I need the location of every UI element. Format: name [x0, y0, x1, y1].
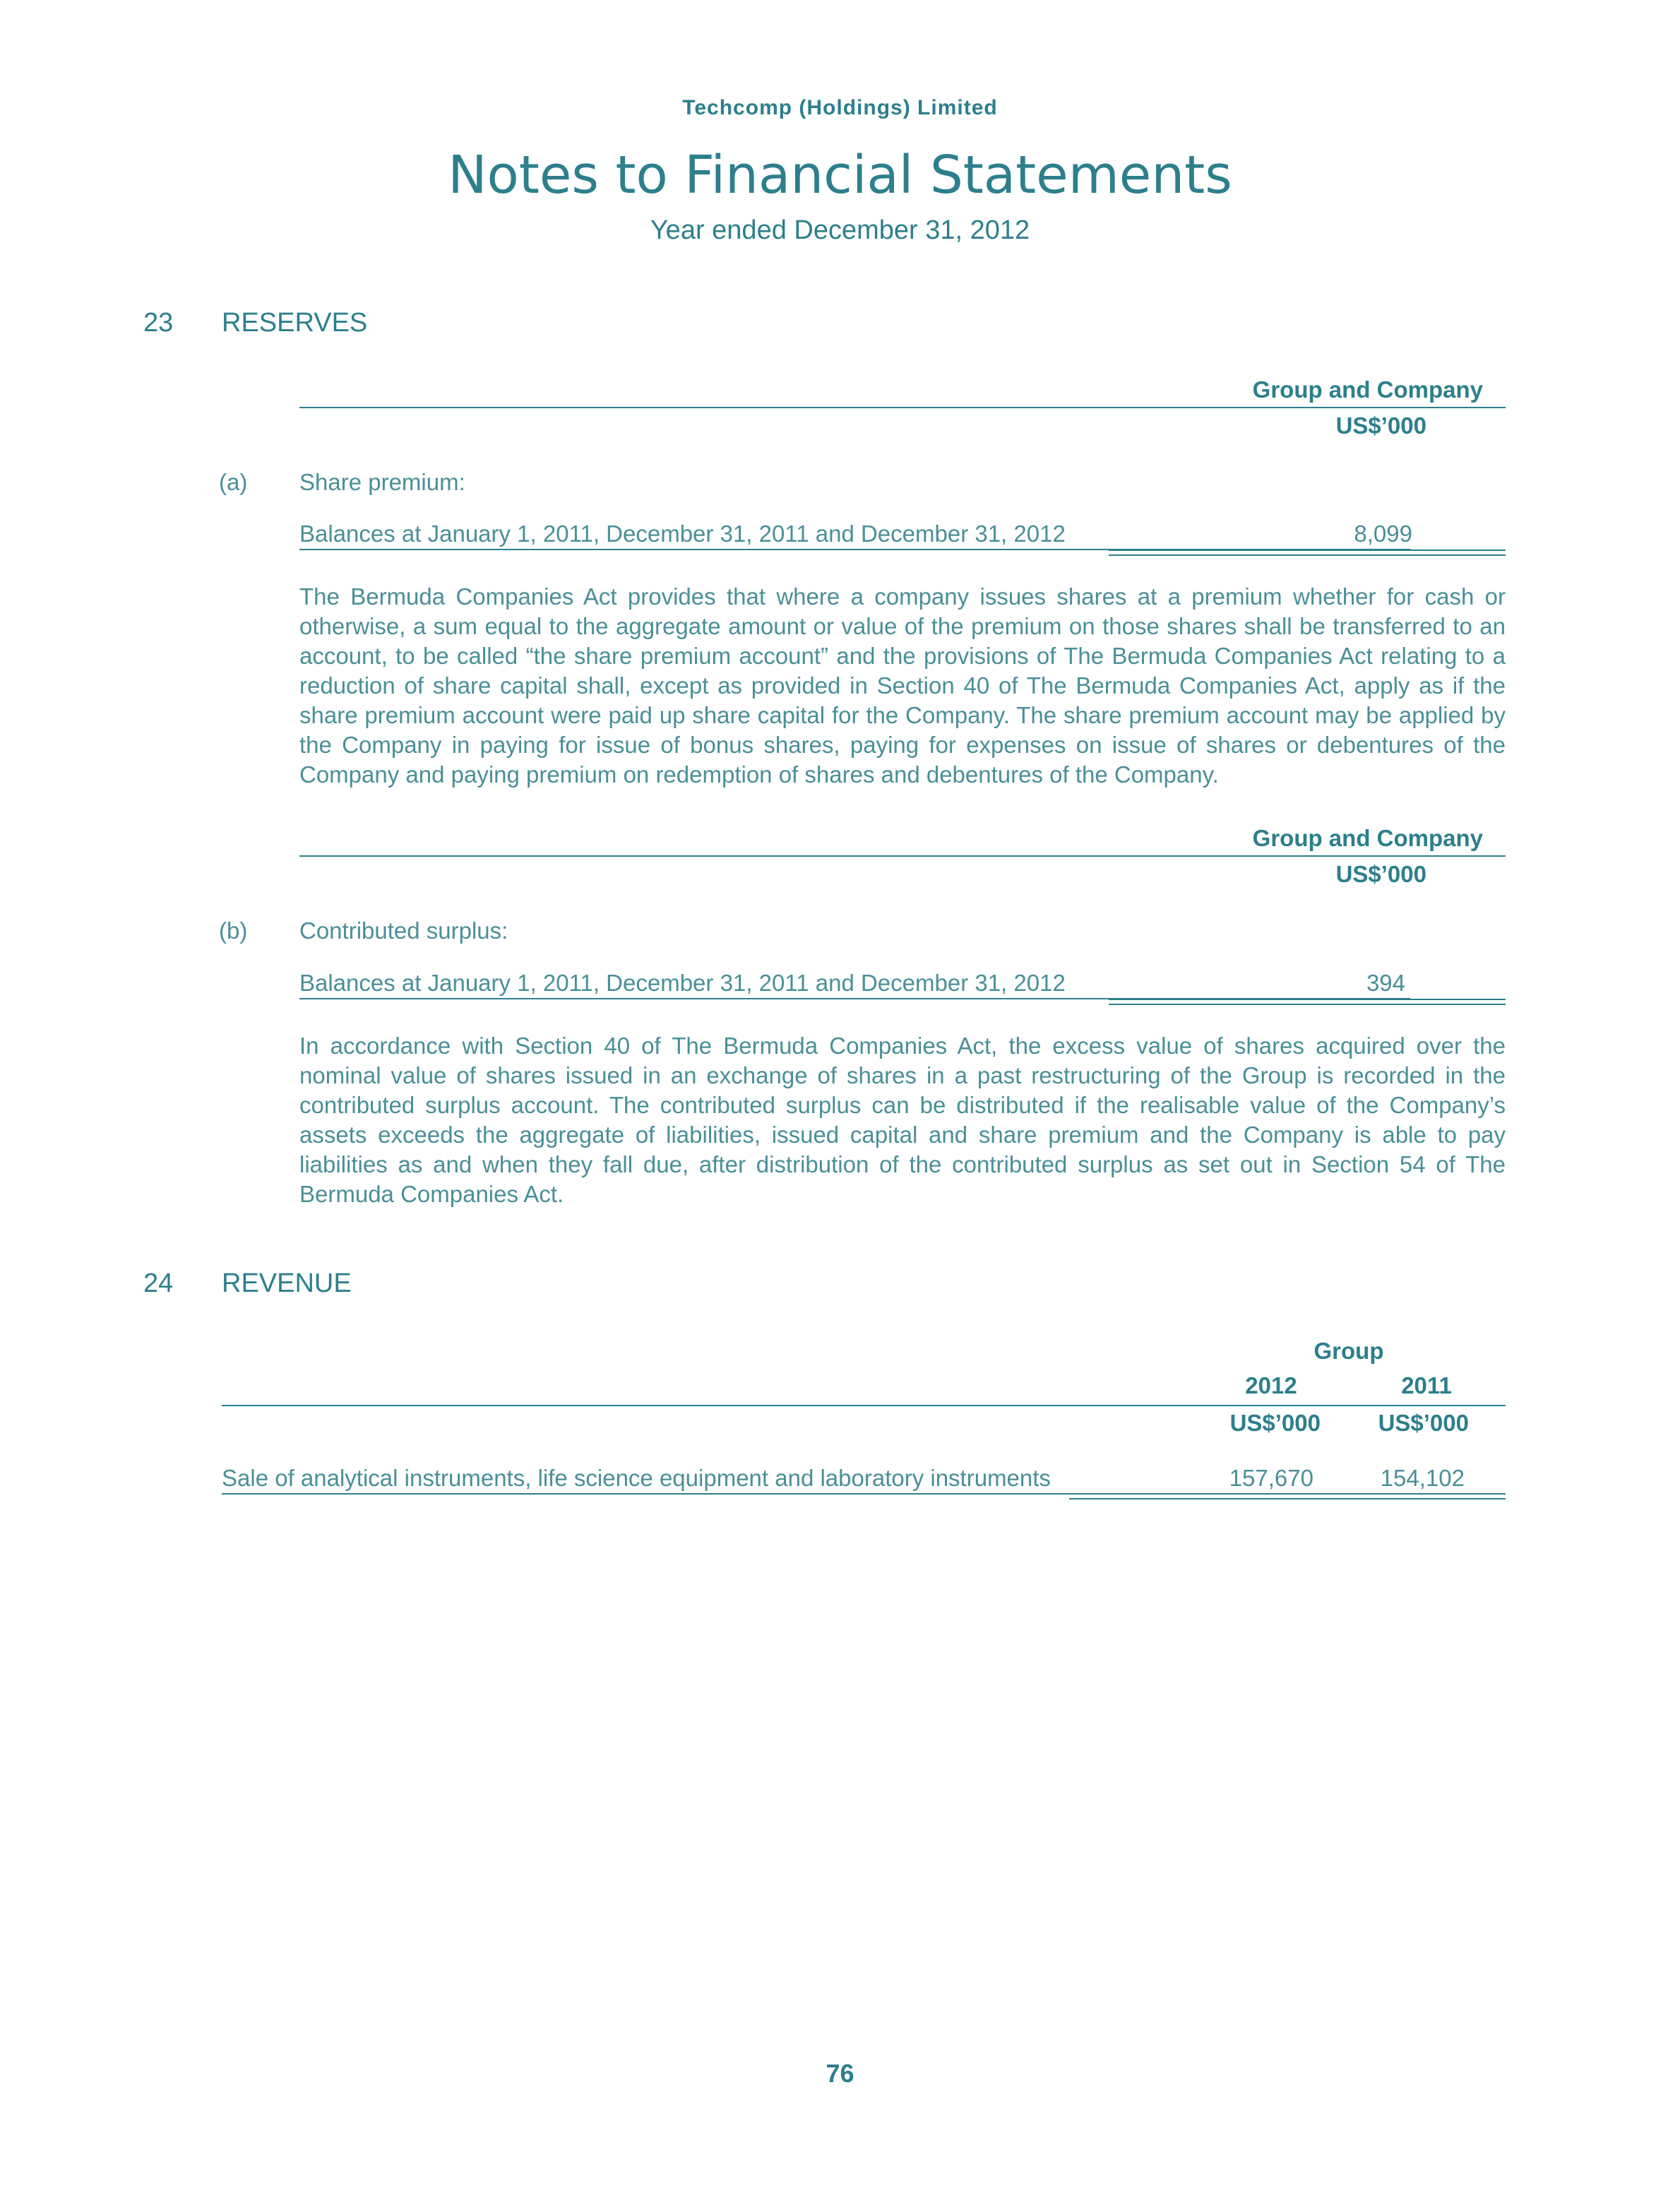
balance-row-value: 394	[1366, 970, 1405, 996]
balance-row-label: Balances at January 1, 2011, December 31, 2011 and December 31, 2012	[299, 521, 1066, 547]
revenue-value-2012: 157,670	[1229, 1465, 1313, 1491]
unit-label-2012: US$’000	[1229, 1410, 1321, 1436]
section-number: 23	[143, 308, 174, 338]
company-name: Techcomp (Holdings) Limited	[682, 96, 998, 119]
section-number: 24	[143, 1269, 174, 1298]
balance-row-value: 8,099	[1354, 521, 1412, 547]
page-number: 76	[826, 2059, 854, 2088]
group-header: Group	[1313, 1338, 1384, 1364]
header-rule	[222, 1405, 1506, 1406]
year-header-2011: 2011	[1401, 1372, 1452, 1398]
revenue-row-label: Sale of analytical instruments, life science equipment and laboratory instruments	[222, 1465, 1051, 1491]
revenue-value-2011: 154,102	[1380, 1465, 1465, 1491]
header-rule	[299, 407, 1506, 408]
total-double-rule	[1109, 550, 1506, 556]
section-title: RESERVES	[222, 308, 368, 338]
page-subtitle: Year ended December 31, 2012	[650, 215, 1030, 245]
year-header-2012: 2012	[1245, 1372, 1297, 1398]
unit-label: US$’000	[1335, 412, 1426, 439]
balance-row-label: Balances at January 1, 2011, December 31, 2011 and December 31, 2012	[299, 970, 1066, 996]
row-underline	[222, 1493, 1069, 1495]
column-header: Group and Company	[1252, 825, 1483, 851]
total-double-rule	[1109, 999, 1506, 1005]
share-premium-paragraph: The Bermuda Companies Act provides that where a company issues shares at a premium whether for cash or otherwise, a sum equal to the aggregate amount or value of the premium on those shares shall be transferred to an account, to be called “the share premium account” and the provisions of The Bermuda Companies Act relating to a reduction of share capital shall, except as provided in Section 40 of The Bermuda Companies Act, apply as if the share premium account were paid up share capital for the Company. The share premium account may be applied by the Company in paying for issue of bonus shares, paying for expenses on issue of shares or debentures of the Company and paying premium on redemption of shares and debentures of the Company.	[299, 583, 1506, 788]
unit-label: US$’000	[1335, 861, 1426, 887]
subsection-letter: (b)	[219, 917, 248, 944]
subsection-letter: (a)	[219, 469, 248, 495]
section-title: REVENUE	[222, 1269, 352, 1298]
total-double-rule	[1069, 1493, 1506, 1499]
unit-label-2011: US$’000	[1378, 1410, 1469, 1436]
header-rule	[299, 855, 1506, 857]
contributed-surplus-paragraph: In accordance with Section 40 of The Bermuda Companies Act, the excess value of shares acquired over the nominal value of shares issued in an exchange of shares in a past restructuring of the Group is recorded in the contributed surplus account. The contributed surplus can be distributed if the realisable value of the Company’s assets exceeds the aggregate of liabilities, issued capital and share premium and the Company is able to pay liabilities as and when they fall due, after distribution of the contributed surplus as set out in Section 54 of The Bermuda Companies Act.	[299, 1033, 1506, 1207]
subsection-label: Share premium:	[299, 469, 465, 495]
subsection-label: Contributed surplus:	[299, 917, 508, 944]
page-title: Notes to Financial Statements	[448, 145, 1232, 206]
column-header: Group and Company	[1252, 376, 1483, 403]
